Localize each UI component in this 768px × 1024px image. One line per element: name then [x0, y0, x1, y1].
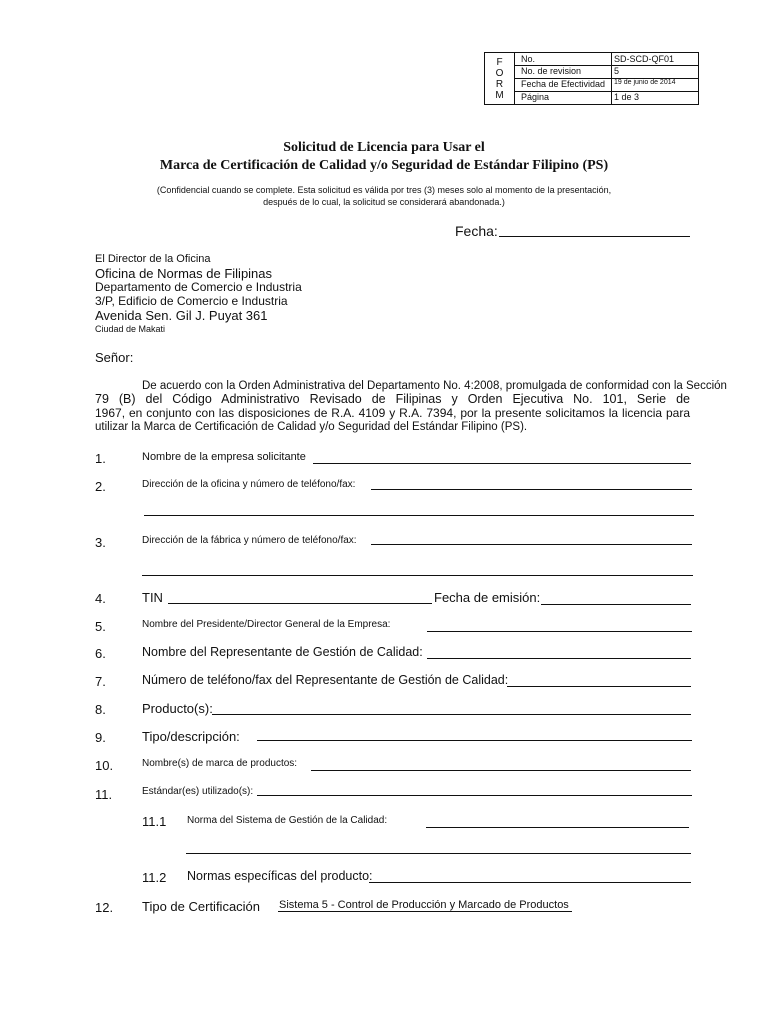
office-address-field[interactable]	[371, 489, 692, 490]
brand-names-field[interactable]	[311, 770, 691, 771]
form-letter: R	[495, 78, 504, 90]
intro-paragraph-line: 79 (B) del Código Administrativo Revisado de Filipinas y Orden Ejecutiva No. 101, Serie de	[95, 392, 690, 406]
form-row-label: No.	[521, 54, 536, 64]
item-number: 3.	[95, 535, 106, 550]
tin-label: TIN	[142, 590, 163, 605]
standards-used-label: Estándar(es) utilizado(s):	[142, 786, 254, 797]
president-name-field[interactable]	[427, 631, 692, 632]
issue-date-label: Fecha de emisión:	[434, 590, 541, 605]
address-office: Oficina de Normas de Filipinas	[95, 266, 273, 281]
address-city: Ciudad de Makati	[95, 324, 166, 334]
company-name-label: Nombre de la empresa solicitante	[142, 451, 306, 463]
company-name-field[interactable]	[313, 463, 691, 464]
tin-field[interactable]	[168, 603, 432, 604]
item-number: 7.	[95, 674, 106, 689]
address-building: 3/P, Edificio de Comercio e Industria	[95, 294, 288, 308]
factory-address-field[interactable]	[371, 544, 692, 545]
form-row-label: No. de revision	[521, 66, 582, 76]
item-number: 2.	[95, 479, 106, 494]
item-number: 11.1	[142, 814, 167, 829]
qms-standard-field-line2[interactable]	[186, 853, 691, 854]
intro-paragraph-line: utilizar la Marca de Certificación de Calidad y/o Seguridad del Estándar Filipino (PS).	[95, 421, 528, 433]
item-number: 11.	[95, 787, 113, 802]
form-row-label: Página	[521, 92, 550, 102]
products-label: Producto(s):	[142, 701, 213, 716]
item-number: 5.	[95, 619, 106, 634]
product-standards-field[interactable]	[369, 882, 691, 883]
issue-date-field[interactable]	[541, 604, 691, 605]
qms-standard-label: Norma del Sistema de Gestión de la Calidad:	[187, 815, 388, 826]
certification-type-label: Tipo de Certificación	[142, 899, 261, 914]
form-info-box	[484, 52, 699, 105]
brand-names-label: Nombre(s) de marca de productos:	[142, 758, 298, 769]
form-row-value: 1 de 3	[614, 92, 640, 102]
certification-type-value: Sistema 5 - Control de Producción y Marcado de Productos	[279, 899, 569, 911]
item-number: 1.	[95, 451, 106, 466]
standards-used-field[interactable]	[257, 795, 692, 796]
page-title: Solicitud de Licencia para Usar el	[283, 140, 485, 155]
item-number: 11.2	[142, 870, 167, 885]
confidential-note: después de lo cual, la solicitud se considerará abandonada.)	[263, 197, 505, 207]
item-number: 4.	[95, 591, 106, 606]
qm-rep-phone-label: Número de teléfono/fax del Representante de Gestión de Calidad:	[142, 673, 509, 687]
intro-paragraph-line: 1967, en conjunto con las disposiciones de R.A. 4109 y R.A. 7394, por la presente solicitamos la licencia para	[95, 406, 690, 420]
address-department: Departamento de Comercio e Industria	[95, 280, 302, 294]
item-number: 10.	[95, 758, 114, 773]
form-row-value: 19 de junio de 2014	[614, 79, 676, 86]
date-field[interactable]	[499, 236, 690, 237]
qm-rep-phone-field[interactable]	[507, 686, 691, 687]
date-label: Fecha:	[455, 223, 498, 239]
form-row-value: 5	[614, 66, 620, 76]
form-row-revision	[515, 66, 698, 78]
type-description-field[interactable]	[257, 740, 692, 741]
salutation: Señor:	[95, 350, 134, 365]
item-number: 6.	[95, 646, 106, 661]
form-row-number	[515, 54, 698, 66]
address-street: Avenida Sen. Gil J. Puyat 361	[95, 308, 268, 323]
factory-address-field-line2[interactable]	[142, 575, 693, 576]
item-number: 9.	[95, 730, 106, 745]
item-number: 8.	[95, 702, 106, 717]
office-address-label: Dirección de la oficina y número de teléfono/fax:	[142, 479, 356, 490]
address-recipient: El Director de la Oficina	[95, 253, 211, 265]
form-row-page	[515, 92, 698, 104]
products-field[interactable]	[212, 714, 691, 715]
form-letter: M	[495, 89, 504, 101]
president-name-label: Nombre del Presidente/Director General de la Empresa:	[142, 619, 391, 630]
qm-rep-name-label: Nombre del Representante de Gestión de Calidad:	[142, 645, 423, 659]
confidential-note: (Confidencial cuando se complete. Esta solicitud es válida por tres (3) meses solo al momento de la presentación,	[156, 185, 612, 195]
intro-paragraph-line: De acuerdo con la Orden Administrativa del Departamento No. 4:2008, promulgada de conformidad con la Sección	[142, 380, 727, 392]
form-letters	[485, 53, 515, 104]
certification-type-field[interactable]	[278, 911, 572, 912]
form-letter: O	[495, 67, 504, 79]
page-subtitle: Marca de Certificación de Calidad y/o Seguridad de Estándar Filipino (PS)	[159, 158, 609, 173]
product-standards-label: Normas específicas del producto:	[187, 869, 373, 883]
form-letter: F	[496, 56, 503, 68]
type-description-label: Tipo/descripción:	[142, 729, 240, 744]
form-row-label: Fecha de Efectividad	[521, 79, 606, 89]
factory-address-label: Dirección de la fábrica y número de teléfono/fax:	[142, 535, 357, 546]
office-address-field-line2[interactable]	[144, 515, 694, 516]
item-number: 12.	[95, 900, 114, 915]
form-row-effectivity	[515, 79, 698, 91]
form-row-value: SD-SCD-QF01	[614, 54, 675, 64]
qms-standard-field[interactable]	[426, 827, 689, 828]
qm-rep-name-field[interactable]	[427, 658, 691, 659]
